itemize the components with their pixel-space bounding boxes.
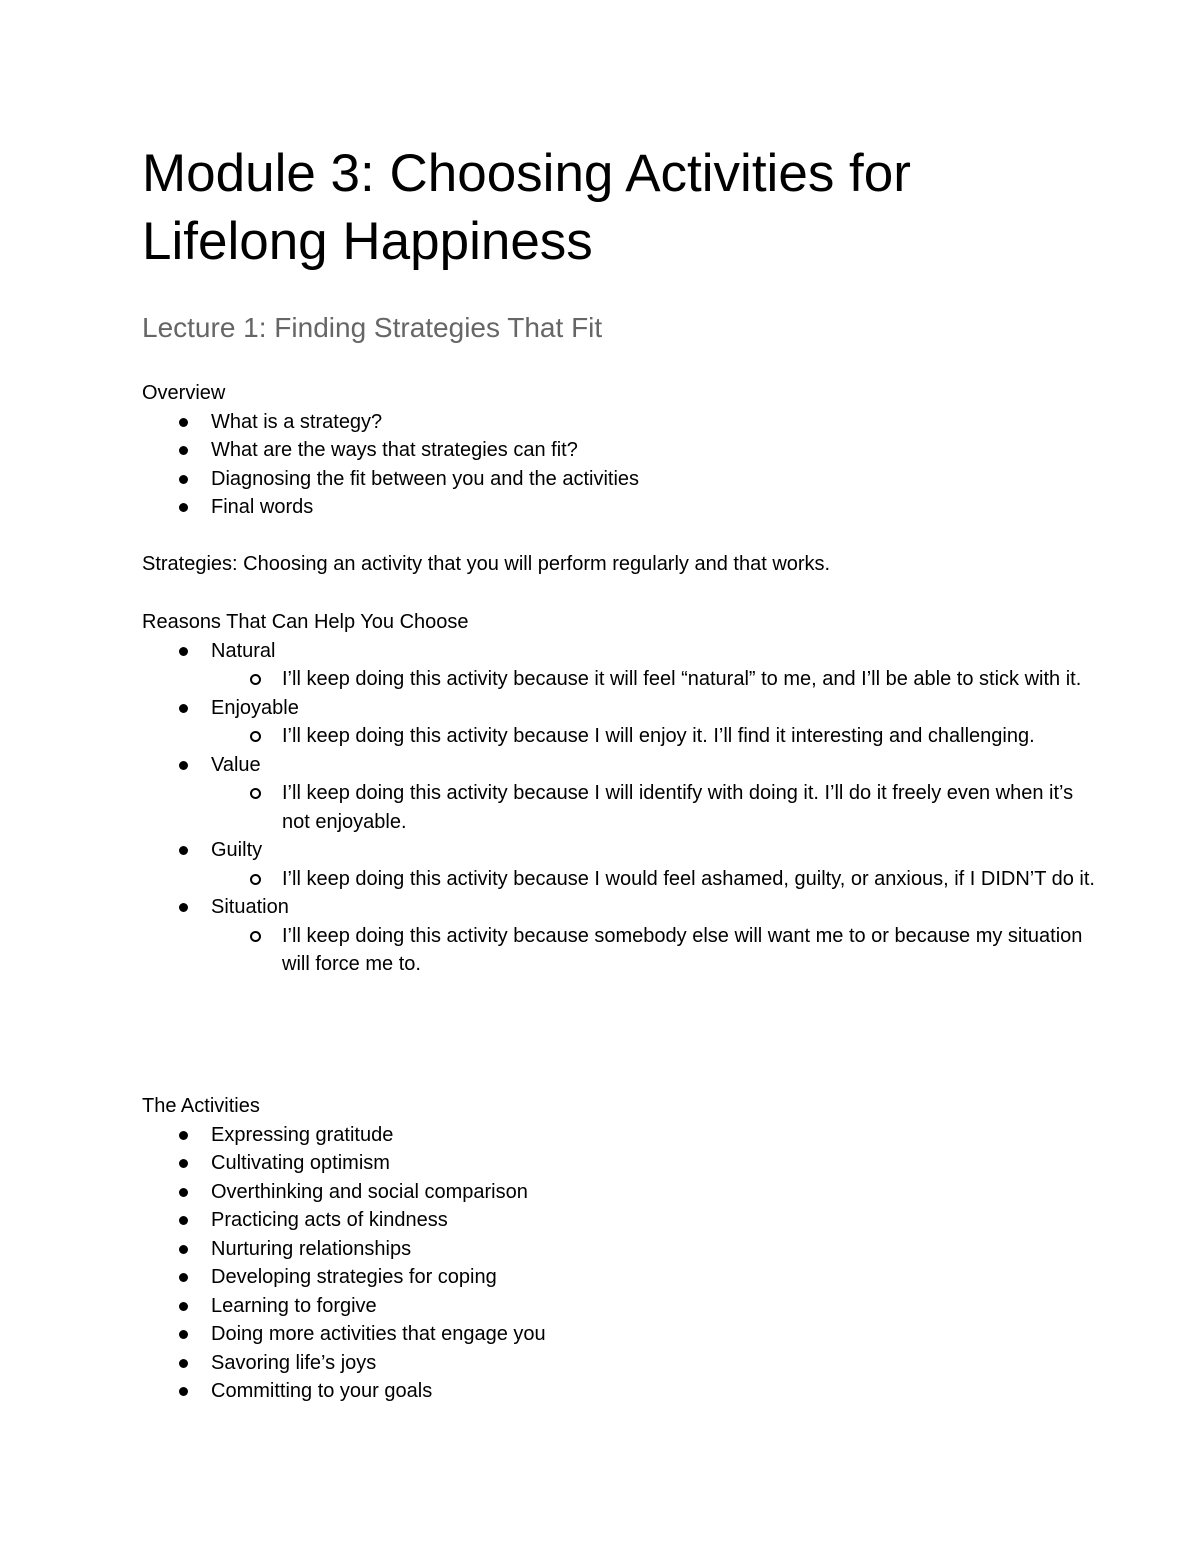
reason-detail-list xyxy=(211,865,1102,894)
reason-item-guilty: Guilty I’ll keep doing this activity because I would feel ashamed, guilty, or anxious, if I DIDN’T do it. xyxy=(142,836,1102,893)
reason-item-value: Value I’ll keep doing this activity because I will identify with doing it. I’ll do it freely even when it’s not enjoyable. xyxy=(142,751,1102,837)
list-item: Diagnosing the fit between you and the activities xyxy=(142,465,1102,494)
bullet-icon xyxy=(179,1273,188,1282)
reason-detail: I’ll keep doing this activity because I will enjoy it. I’ll find it interesting and challenging. xyxy=(142,722,1102,751)
bullet-icon xyxy=(179,503,188,512)
activities-heading: The Activities xyxy=(142,1095,260,1117)
bullet-icon xyxy=(179,647,188,656)
list-item: What is a strategy? xyxy=(142,408,1102,437)
lecture-subtitle: Lecture 1: Finding Strategies That Fit xyxy=(142,312,603,343)
list-item: Committing to your goals xyxy=(142,1377,1102,1406)
list-item: Nurturing relationships xyxy=(142,1235,1102,1264)
reason-detail: I’ll keep doing this activity because it will feel “natural” to me, and I’ll be able to stick with it. xyxy=(142,665,1102,694)
bullet-icon xyxy=(179,1216,188,1225)
hollow-bullet-icon xyxy=(250,931,261,942)
reason-detail: I’ll keep doing this activity because somebody else will want me to or because my situation will force me to. xyxy=(142,922,1102,979)
list-item: Practicing acts of kindness xyxy=(142,1206,1102,1235)
bullet-icon xyxy=(179,761,188,770)
list-item: Doing more activities that engage you xyxy=(142,1320,1102,1349)
reason-detail-list xyxy=(211,722,1102,751)
activities-list xyxy=(142,1121,1102,1406)
bullet-icon xyxy=(179,704,188,713)
reason-item-enjoyable: Enjoyable I’ll keep doing this activity because I will enjoy it. I’ll find it interesting and challenging. xyxy=(142,694,1102,751)
reason-detail: I’ll keep doing this activity because I would feel ashamed, guilty, or anxious, if I DIDN’T do it. xyxy=(142,865,1102,894)
list-item: Final words xyxy=(142,493,1102,522)
reasons-section xyxy=(142,608,1102,979)
reason-detail-list xyxy=(211,665,1102,694)
overview-heading: Overview xyxy=(142,382,226,404)
bullet-icon xyxy=(179,1330,188,1339)
strategies-section xyxy=(142,550,1102,579)
activities-section xyxy=(142,1092,1102,1406)
reason-detail-list xyxy=(211,922,1102,979)
list-item: Savoring life’s joys xyxy=(142,1349,1102,1378)
bullet-icon xyxy=(179,446,188,455)
bullet-icon xyxy=(179,903,188,912)
overview-section xyxy=(142,379,1102,522)
bullet-icon xyxy=(179,418,188,427)
hollow-bullet-icon xyxy=(250,674,261,685)
list-item: What are the ways that strategies can fit? xyxy=(142,436,1102,465)
reason-item-natural: Natural I’ll keep doing this activity because it will feel “natural” to me, and I’ll be able to stick with it. xyxy=(142,637,1102,694)
bullet-icon xyxy=(179,1359,188,1368)
reason-item-situation: Situation I’ll keep doing this activity because somebody else will want me to or because my situation will force me to. xyxy=(142,893,1102,979)
reasons-list xyxy=(142,637,1102,979)
bullet-icon xyxy=(179,846,188,855)
bullet-icon xyxy=(179,475,188,484)
bullet-icon xyxy=(179,1159,188,1168)
reason-detail-list xyxy=(211,779,1102,836)
hollow-bullet-icon xyxy=(250,731,261,742)
list-item: Expressing gratitude xyxy=(142,1121,1102,1150)
bullet-icon xyxy=(179,1188,188,1197)
bullet-icon xyxy=(179,1387,188,1396)
reasons-heading: Reasons That Can Help You Choose xyxy=(142,611,469,633)
bullet-icon xyxy=(179,1131,188,1140)
hollow-bullet-icon xyxy=(250,788,261,799)
list-item: Learning to forgive xyxy=(142,1292,1102,1321)
bullet-icon xyxy=(179,1302,188,1311)
strategies-definition: Strategies: Choosing an activity that you will perform regularly and that works. xyxy=(142,553,831,575)
list-item: Developing strategies for coping xyxy=(142,1263,1102,1292)
overview-list xyxy=(142,408,1102,522)
list-item: Overthinking and social comparison xyxy=(142,1178,1102,1207)
document-title: Module 3: Choosing Activities for Lifelong Happiness xyxy=(142,144,911,271)
list-item: Cultivating optimism xyxy=(142,1149,1102,1178)
bullet-icon xyxy=(179,1245,188,1254)
hollow-bullet-icon xyxy=(250,874,261,885)
reason-detail: I’ll keep doing this activity because I will identify with doing it. I’ll do it freely even when it’s not enjoyable. xyxy=(142,779,1102,836)
